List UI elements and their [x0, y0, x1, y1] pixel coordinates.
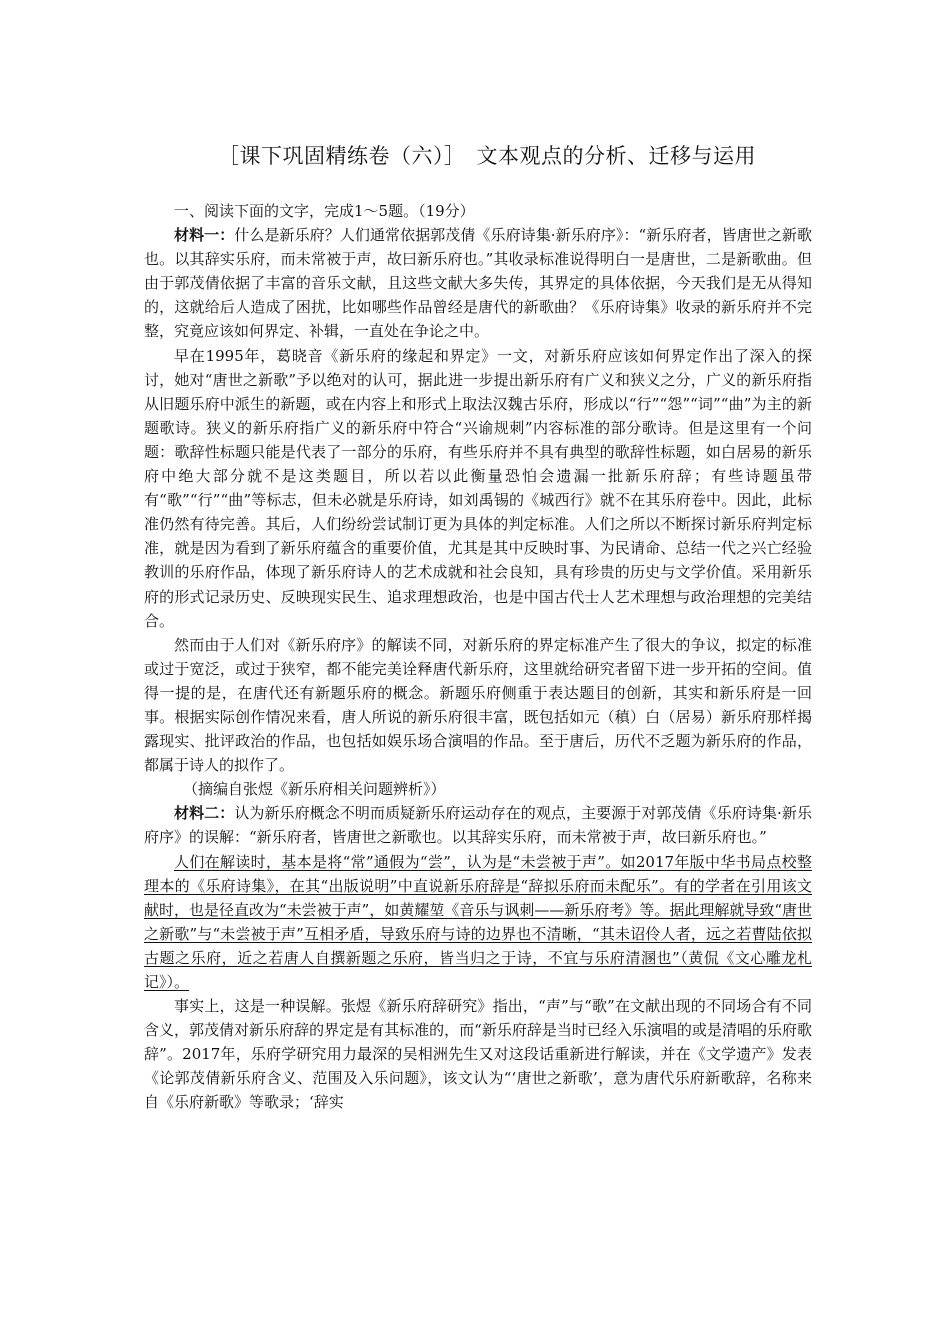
page-title: ［课下巩固精练卷（六）］ 文本观点的分析、迁移与运用 — [218, 144, 756, 168]
document-body — [144, 199, 812, 1115]
material-one-label: 材料一： — [174, 226, 235, 245]
material-one-paragraph-3: 然而由于人们对《新乐府序》的解读不同，对新乐府的界定标准产生了很大的争议，拟定的标准或过于宽泛，或过于狭窄，都不能完美诠释唐代新乐府，这里就给研究者留下进一步开拓的空间。值得一提的是，在唐代还有新题乐府的概念。新题乐府侧重于表达题目的创新，其实和新乐府是一回事。根据实际创作情况来看，唐人所说的新乐府很丰富，既包括如元（稹）白（居易）新乐府那样揭露现实、批评政治的作品，也包括如娱乐场合演唱的作品。至于唐后，历代不乏题为新乐府的作品，都属于诗人的拟作了。 — [144, 635, 812, 775]
underlined-passage: 人们在解读时，基本是将“常”通假为“尝”，认为是“未尝被于声”。如2017年版中华书局点校整理本的《乐府诗集》，在其“出版说明”中直说新乐府辞是“辞拟乐府而未配乐”。有的学者在引用该文献时，也是径直改为“未尝被于声”，如黄耀堃《音乐与讽刺——新乐府考》等。据此理解就导致“唐世之新歌”与“未尝被于声”互相矛盾，导致乐府与诗的边界也不清晰，“其未诏伶人者，远之若曹陆依拟古题之乐府，近之若唐人自撰新题之乐府，皆当归之于诗，不宜与乐府清溷也”（黄侃《文心雕龙札记》）。 — [144, 852, 813, 991]
material-one-source: （摘编自张煜《新乐府相关问题辨析》） — [183, 780, 446, 799]
material-one-paragraph-1 — [144, 223, 812, 343]
material-two-paragraph-2 — [144, 850, 812, 995]
material-two-paragraph-1 — [144, 801, 812, 849]
material-two-label: 材料二： — [174, 804, 235, 823]
material-two-paragraph-3: 事实上，这是一种误解。张煜《新乐府辞研究》指出，“声”与“歌”在文献出现的不同场合有不同含义，郭茂倩对新乐府辞的界定是有其标准的，而“新乐府辞是当时已经入乐演唱的或是清唱的乐府歌辞”。2017年，乐府学研究用力最深的吴相洲先生又对这段话重新进行解读，并在《文学遗产》发表《论郭茂倩新乐府含义、范围及入乐问题》，该文认为“‘唐世之新歌’，意为唐代乐府新歌辞，名称来自《乐府新歌》等歌录；‘辞实 — [144, 997, 812, 1112]
material-one-paragraph-2: 早在1995年，葛晓音《新乐府的缘起和界定》一文，对新乐府应该如何界定作出了深入的探讨，她对“唐世之新歌”予以绝对的认可，据此进一步提出新乐府有广义和狭义之分，广义的新乐府指从旧题乐府中派生的新题，或在内容上和形式上取法汉魏古乐府，形成以“行”“怨”“词”“曲”为主的新题歌诗。狭义的新乐府指广义的新乐府中符合“兴谕规刺”内容标准的部分歌诗。但是这里有一个问题：歌辞性标题只能是代表了一部分的乐府，有些乐府并不具有典型的歌辞性标题，如白居易的新乐府中绝大部分就不是这类题目，所以若以此衡量恐怕会遗漏一批新乐府辞；有些诗题虽带有“歌”“行”“曲”等标志，但未必就是乐府诗，如刘禹锡的《城西行》就不在其乐府卷中。因此，此标准仍然有待完善。其后，人们纷纷尝试制订更为具体的判定标准。人们之所以不断探讨新乐府判定标准，就是因为看到了新乐府蕴含的重要价值，尤其是其中反映时事、为民请命、总结一代之兴亡经验教训的乐府作品，体现了新乐府诗人的艺术成就和社会良知，具有珍贵的历史与文学价值。采用新乐府的形式记录历史、反映现实民生、追求理想政治，也是中国古代士人艺术理想与政治理想的完美结合。 — [144, 346, 812, 630]
material-two-paragraph-1-text: 认为新乐府概念不明而质疑新乐府运动存在的观点，主要源于对郭茂倩《乐府诗集·新乐府序》的误解：“新乐府者，皆唐世之新歌也。以其辞实乐府，而未常被于声，故曰新乐府也。” — [144, 804, 812, 847]
section-heading: 一、阅读下面的文字，完成1～5题。（19分） — [174, 202, 475, 220]
material-one-paragraph-1-text: 什么是新乐府？人们通常依据郭茂倩《乐府诗集·新乐府序》：“新乐府者，皆唐世之新歌也。以其辞实乐府，而未常被于声，故曰新乐府也。”其收录标准说得明白一是唐世，二是新歌曲。但由于郭茂倩依据了丰富的音乐文献，且这些文献大多失传，其界定的具体依据，今天我们是无从得知的，这就给后人造成了困扰，比如哪些作品曾经是唐代的新歌曲？《乐府诗集》收录的新乐府并不完整，究竟应该如何界定、补辑，一直处在争论之中。 — [144, 226, 812, 341]
